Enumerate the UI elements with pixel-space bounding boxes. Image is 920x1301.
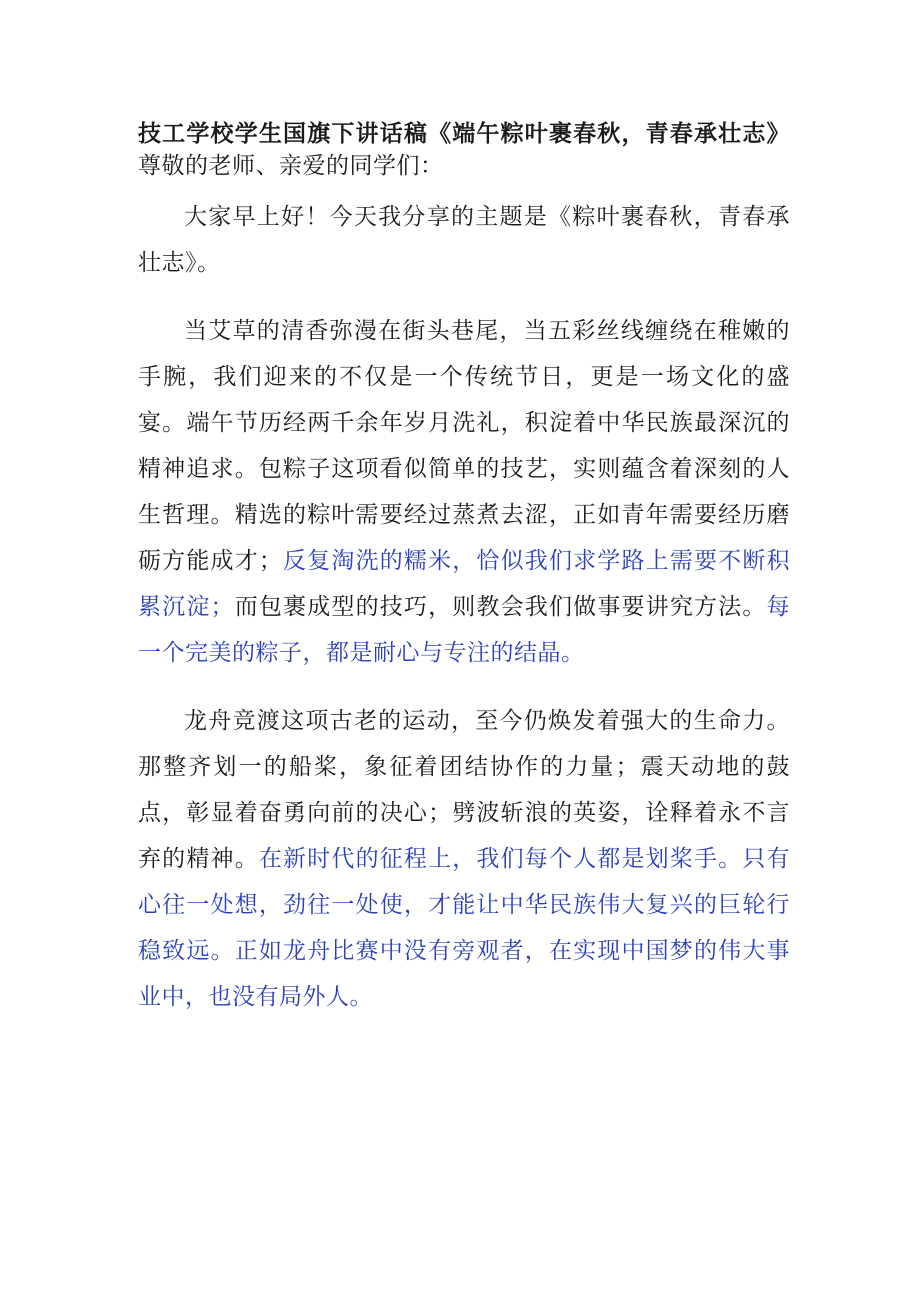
dragon-boat-highlight: 在新时代的征程上，我们每个人都是划桨手。只有心往一处想，劲往一处使，才能让中华民族伟大复兴的巨轮行稳致远。正如龙舟比赛中没有旁观者，在实现中国梦的伟大事业中，也没有局外人。 — [138, 846, 791, 1010]
document-body — [138, 118, 790, 1042]
paragraph-zongzi — [138, 308, 790, 676]
greeting-text: 大家早上好！今天我分享的主题是《粽叶裹春秋，青春承壮志》。 — [138, 204, 790, 276]
paragraph-dragon-boat — [138, 698, 790, 1020]
zongzi-text-1: 当艾草的清香弥漫在街头巷尾，当五彩丝线缠绕在稚嫩的手腕，我们迎来的不仅是一个传统节日，更是一场文化的盛宴。端午节历经两千余年岁月洗礼，积淀着中华民族最深沉的精神追求。包粽子这项看似简单的技艺，实则蕴含着深刻的人生哲理。精选的粽叶需要经过蒸煮去涩，正如青年需要经历磨砺方能成才； — [138, 318, 790, 574]
zongzi-text-2: 而包裹成型的技巧，则教会我们做事要讲究方法。 — [234, 594, 767, 620]
paragraph-greeting — [138, 194, 790, 286]
zongzi-highlight-1: 反复淘洗的糯米，恰似我们求学路上需要不断积累沉淀； — [138, 548, 791, 620]
dragon-boat-text: 龙舟竞渡这项古老的运动，至今仍焕发着强大的生命力。那整齐划一的船桨，象征着团结协作的力量；震天动地的鼓点，彰显着奋勇向前的决心；劈波斩浪的英姿，诠释着永不言弃的精神。 — [138, 708, 790, 872]
document-title: 技工学校学生国旗下讲话稿《端午粽叶裹春秋，青春承壮志》 — [138, 120, 790, 147]
title-line — [138, 118, 790, 182]
zongzi-highlight-2: 每一个完美的粽子，都是耐心与专注的结晶。 — [138, 594, 791, 666]
salutation: 尊敬的老师、亲爱的同学们： — [138, 153, 444, 179]
